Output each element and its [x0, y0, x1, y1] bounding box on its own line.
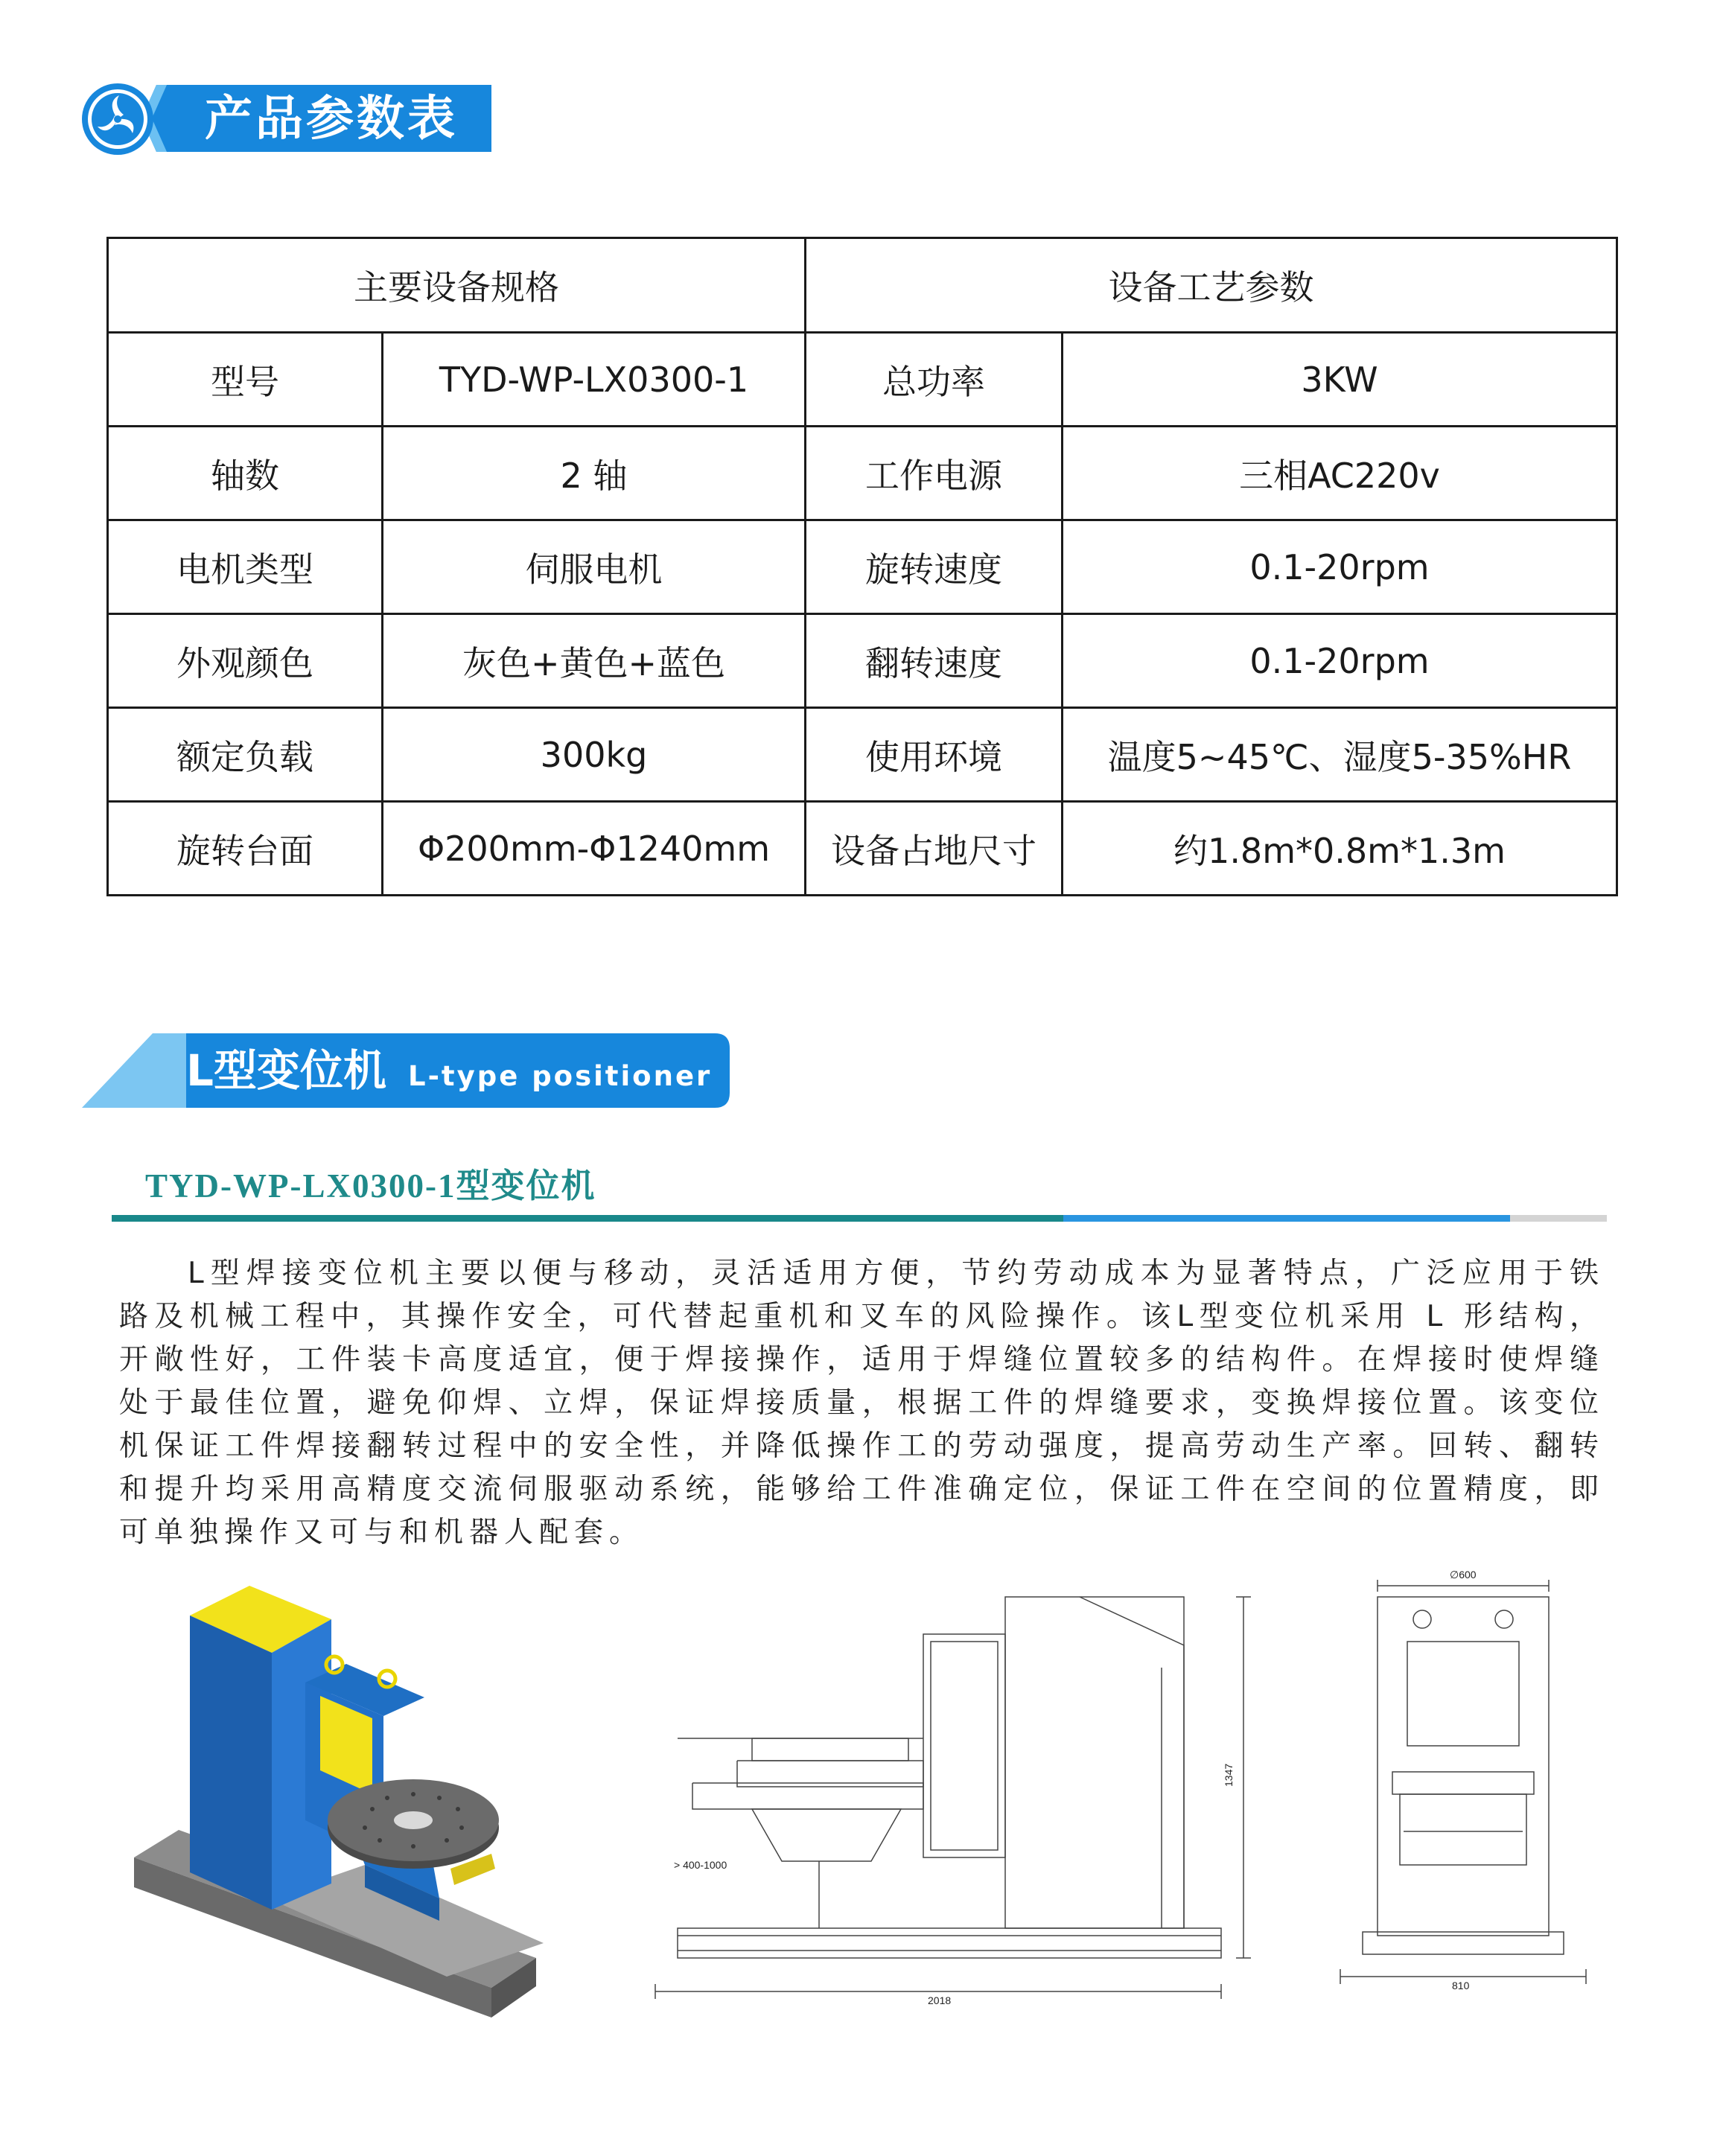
table-cell: 翻转速度 [806, 614, 1063, 708]
table-cell: 约1.8m*0.8m*1.3m [1063, 802, 1617, 896]
side-height-dimension: 1347 [1223, 1763, 1235, 1787]
table-cell: 外观颜色 [108, 614, 383, 708]
spec-table [106, 237, 1618, 896]
table-row [108, 708, 1617, 802]
table-cell: 0.1-20rpm [1063, 520, 1617, 614]
table-cell: 总功率 [806, 333, 1063, 427]
underline-blue [1063, 1215, 1510, 1222]
underline-teal [112, 1215, 1063, 1222]
front-top-dimension: ∅600 [1450, 1569, 1477, 1581]
front-width-dimension: 810 [1452, 1980, 1470, 1991]
side-range-dimension: > 400-1000 [674, 1859, 727, 1871]
table-row [108, 802, 1617, 896]
table-cell: 300kg [383, 708, 806, 802]
table-cell: 灰色+黄色+蓝色 [383, 614, 806, 708]
table-row [108, 614, 1617, 708]
table-cell: 伺服电机 [383, 520, 806, 614]
table-cell: 工作电源 [806, 427, 1063, 520]
section-subtitle: L-type positioner [408, 1060, 713, 1092]
title-underline [112, 1215, 1607, 1222]
table-header-cell: 主要设备规格 [108, 238, 806, 333]
table-cell: 0.1-20rpm [1063, 614, 1617, 708]
table-cell: 电机类型 [108, 520, 383, 614]
table-cell: 2 轴 [383, 427, 806, 520]
table-cell: TYD-WP-LX0300-1 [383, 333, 806, 427]
table-header-row [108, 238, 1617, 333]
table-cell: 轴数 [108, 427, 383, 520]
table-cell: 旋转台面 [108, 802, 383, 896]
table-cell: 使用环境 [806, 708, 1063, 802]
table-cell: 温度5~45℃、湿度5-35%HR [1063, 708, 1617, 802]
section-title: L型变位机 [186, 1045, 386, 1096]
table-cell: Φ200mm-Φ1240mm [383, 802, 806, 896]
table-row [108, 333, 1617, 427]
page-title: 产品参数表 [205, 92, 458, 147]
positioner-side-view-drawing [648, 1563, 1266, 2010]
table-cell: 型号 [108, 333, 383, 427]
table-cell: 3KW [1063, 333, 1617, 427]
table-cell: 设备占地尺寸 [806, 802, 1063, 896]
table-cell: 旋转速度 [806, 520, 1063, 614]
positioner-front-view-drawing [1333, 1563, 1593, 2010]
description-paragraph: L型焊接变位机主要以便与移动，灵活适用方便，节约劳动成本为显著特点，广泛应用于铁路及机械工程中，其操作安全，可代替起重机和叉车的风险操作。该L型变位机采用 L 形结构，开敞性好，工件装卡高度适宜，便于焊接操作，适用于焊缝位置较多的结构件。在焊接时使焊缝处于最佳位置，避免仰焊、立焊，保证焊接质量，根据工件的焊缝要求，变换焊接位置。该变位机保证工件焊接翻转过程中的安全性，并降低操作工的劳动强度，提高劳动生产率。回转、翻转和提升均采用高精度交流伺服驱动系统，能够给工件准确定位，保证工件在空间的位置精度，即可单独操作又可与和机器人配套。 [119, 1257, 1605, 1549]
positioner-3d-illustration [119, 1571, 603, 2047]
table-cell: 额定负载 [108, 708, 383, 802]
underline-gray [1510, 1215, 1607, 1222]
table-cell: 三相AC220v [1063, 427, 1617, 520]
side-width-dimension: 2018 [928, 1994, 952, 2006]
company-logo-icon [80, 82, 155, 156]
table-row [108, 427, 1617, 520]
model-title: TYD-WP-LX0300-1型变位机 [145, 1167, 596, 1205]
table-row [108, 520, 1617, 614]
table-header-cell: 设备工艺参数 [806, 238, 1617, 333]
